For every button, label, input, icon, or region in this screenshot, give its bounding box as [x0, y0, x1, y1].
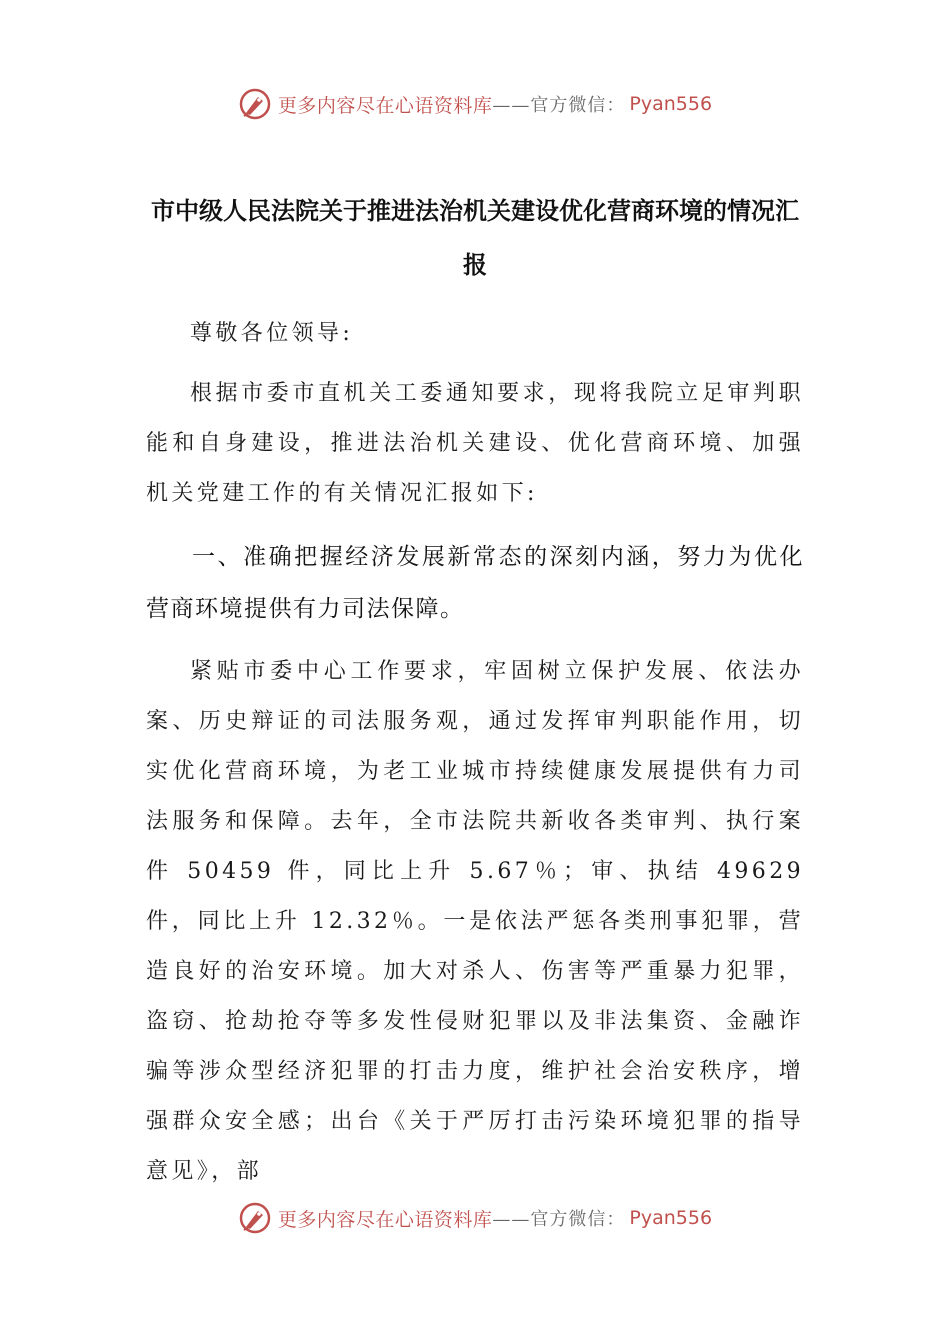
pen-nib-logo-icon — [238, 1201, 272, 1235]
document-body — [146, 309, 804, 1209]
watermark-wechat-id: Pyan556 — [629, 93, 713, 115]
watermark-wechat-id: Pyan556 — [629, 1207, 713, 1229]
document-title: 市中级人民法院关于推进法治机关建设优化营商环境的情况汇报 — [151, 197, 799, 279]
salutation: 尊敬各位领导: — [190, 321, 354, 346]
watermark-text: 更多内容尽在心语资料库 — [277, 94, 493, 117]
intro-paragraph: 根据市委市直机关工委通知要求，现将我院立足审判职能和自身建设，推进法治机关建设、优化营商环境、加强机关党建工作的有关情况汇报如下: — [146, 381, 804, 506]
section-1-body: 紧贴市委中心工作要求，牢固树立保护发展、依法办案、历史辩证的司法服务观，通过发挥审判职能作用，切实优化营商环境，为老工业城市持续健康发展提供有力司法服务和保障。去年，全市法院共新收各类审判、执行案件 50459 件，同比上升 5.67％；审、执结 49629 件，同比上升 12.32％。一是依法严惩各类刑事犯罪，营造良好的治安环境。加大对杀人、伤害等严重暴力犯罪，盗窃、抢劫抢夺等多发性侵财犯罪以及非法集资、金融诈骗等涉众型经济犯罪的打击力度，维护社会治安秩序，增强群众安全感；出台《关于严厉打击污染环境犯罪的指导意见》，部 — [146, 659, 804, 1184]
watermark-text: 更多内容尽在心语资料库 — [277, 1208, 493, 1231]
pen-nib-logo-icon — [238, 87, 272, 121]
watermark-separator: ——官方微信： — [492, 1209, 626, 1230]
watermark-separator: ——官方微信： — [492, 95, 626, 116]
section-1-heading: 一、准确把握经济发展新常态的深刻内涵，努力为优化营商环境提供有力司法保障。 — [146, 544, 804, 622]
footer-watermark-banner — [0, 1198, 950, 1238]
header-watermark-banner — [0, 84, 950, 124]
